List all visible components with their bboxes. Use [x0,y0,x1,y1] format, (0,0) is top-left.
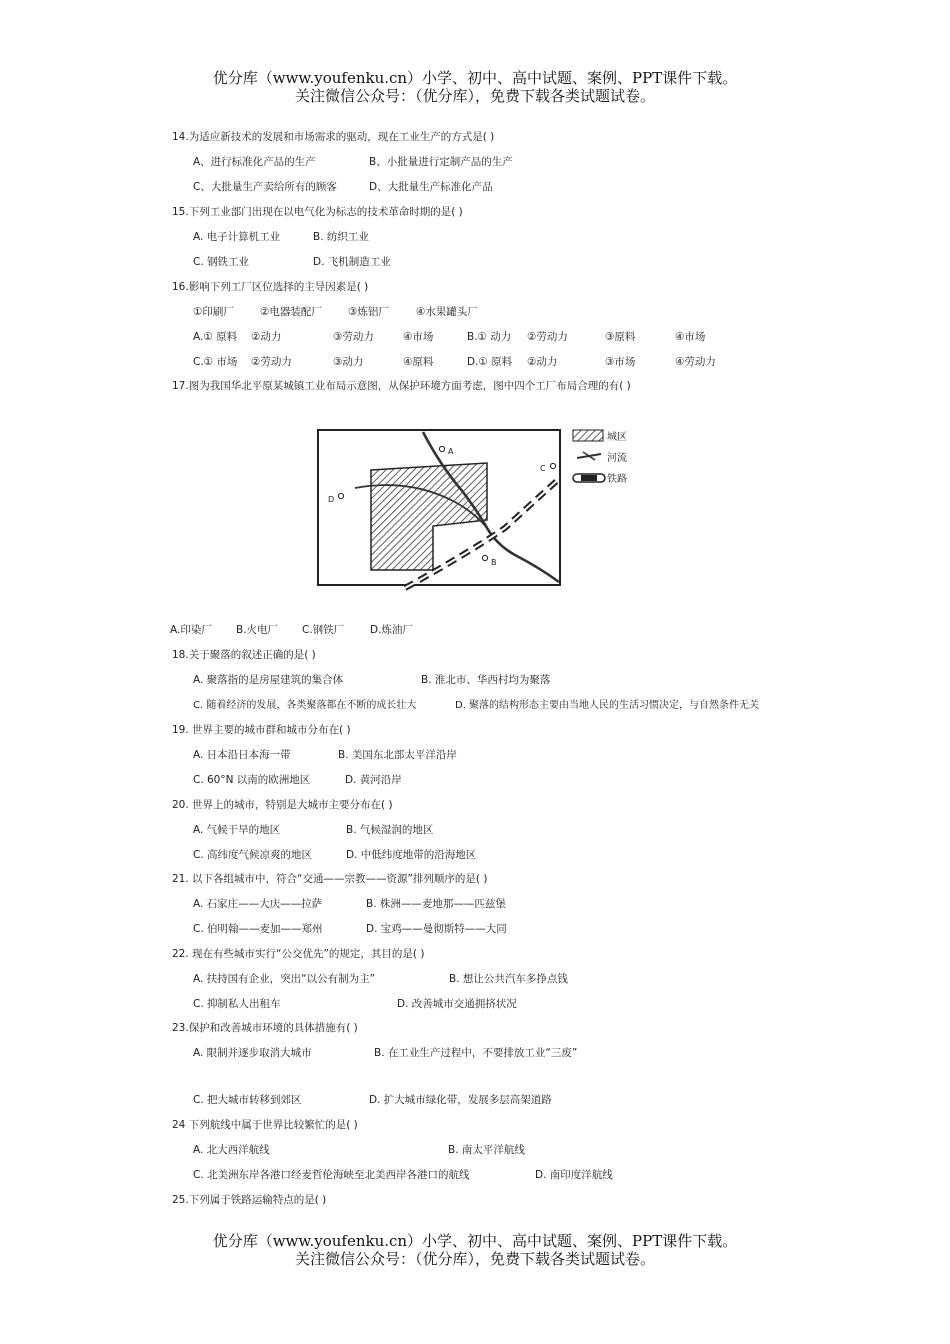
q16-c-3: ③动力 [333,356,364,368]
q15-option-a: A. 电子计算机工业 [193,231,281,243]
q24-option-a: A. 北大西洋航线 [193,1144,270,1156]
q14-option-d: D、大批量生产标准化产品 [369,181,493,193]
q15-option-b: B. 纺织工业 [313,231,369,243]
q18-option-d: D. 聚落的结构形态主要由当地人民的生活习惯决定，与自然条件无关 [455,700,760,711]
point-b-label: B [491,558,497,567]
q14-option-a: A、进行标准化产品的生产 [193,156,316,168]
q16-a-2: ②动力 [251,331,282,343]
q16-a-4: ④市场 [403,331,434,343]
footer-line-2: 关注微信公众号：（优分库），免费下载各类试题试卷。 [294,1250,655,1268]
q21-option-b: B. 株洲——麦地那——匹兹堡 [366,898,506,910]
legend-urban-label: 城区 [607,432,627,443]
point-d-label: D [328,495,335,504]
q20-option-a: A. 气候干旱的地区 [193,824,281,836]
q19-option-a: A. 日本沿日本海一带 [193,749,291,761]
q21-option-c: C. 伯明翰——麦加——郑州 [193,923,323,935]
legend-rail-swatch-fill [581,475,597,481]
q16-d-2: ②动力 [527,356,558,368]
header-line-1: 优分库（www.youfenku.cn）小学、初中、高中试题、案例、PPT课件下载。 [212,69,738,87]
q16-d-3: ③市场 [605,356,636,368]
q16-a-1: A.① 原料 [193,331,238,343]
question-14-stem: 14.为适应新技术的发展和市场需求的驱动，现在工业生产的方式是( ) [172,131,495,143]
q24-option-d: D. 南印度洋航线 [535,1169,613,1181]
q18-option-a: A. 聚落指的是房屋建筑的集合体 [193,674,344,686]
question-19-stem: 19. 世界主要的城市群和城市分布在( ) [172,724,351,736]
q22-option-a: A. 扶持国有企业，突出“以公有制为主” [193,973,376,985]
q19-option-b: B. 美国东北部太平洋沿岸 [338,749,457,761]
q18-option-b: B. 淮北市、华西村均为聚落 [421,674,551,686]
question-23-stem: 23.保护和改善城市环境的具体措施有( ) [172,1022,358,1034]
q19-option-c: C. 60°N 以南的欧洲地区 [193,774,311,786]
q16-item-4: ④水果罐头厂 [416,306,478,318]
q23-option-a: A. 限制并逐步取消大城市 [193,1047,312,1059]
q15-option-d: D. 飞机制造工业 [313,256,391,268]
question-15-stem: 15.下列工业部门出现在以电气化为标志的技术革命时期的是( ) [172,206,463,218]
question-22-stem: 22. 现在有些城市实行“公交优先”的规定，其目的是( ) [172,948,425,960]
q14-option-b: B、小批量进行定制产品的生产 [369,156,513,168]
q24-option-b: B. 南太平洋航线 [448,1144,525,1156]
q16-b-2: ②劳动力 [527,331,568,343]
q16-c-1: C.① 市场 [193,356,238,368]
q16-item-1: ①印刷厂 [193,306,234,318]
q21-option-d: D. 宝鸡——曼彻斯特——大同 [366,923,507,935]
point-d-marker [338,493,343,498]
q22-option-c: C. 抑制私人出租车 [193,998,281,1010]
q20-option-d: D. 中低纬度地带的沿海地区 [346,849,477,861]
question-17-stem: 17.图为我国华北平原某城镇工业布局示意图，从保护环境方面考虑，图中四个工厂布局合理的有( ) [172,380,631,392]
point-b-marker [482,555,487,560]
legend-rail-label: 铁路 [607,474,627,485]
q23-option-c: C. 把大城市转移到郊区 [193,1094,302,1106]
q20-option-c: C. 高纬度气候凉爽的地区 [193,849,313,861]
question-21-stem: 21. 以下各组城市中，符合“交通——宗教——资源”排列顺序的是( ) [172,873,488,885]
industrial-layout-map [315,420,655,595]
q16-a-3: ③劳动力 [333,331,374,343]
q16-item-3: ③炼铝厂 [348,306,389,318]
question-24-stem: 24 下列航线中属于世界比较繁忙的是( ) [172,1119,358,1131]
q15-option-c: C. 钢铁工业 [193,256,250,268]
point-a-marker [439,446,444,451]
q17-option-d: D.炼油厂 [370,624,413,636]
q16-b-3: ③原料 [605,331,636,343]
q16-c-2: ②劳动力 [251,356,292,368]
q17-option-a: A.印染厂 [170,624,212,636]
q21-option-a: A. 石家庄——大庆——拉萨 [193,898,323,910]
q22-option-b: B. 想让公共汽车多挣点钱 [449,973,568,985]
q23-option-b: B. 在工业生产过程中，不要排放工业“三废” [374,1047,578,1059]
header-line-2: 关注微信公众号：（优分库），免费下载各类试题试卷。 [294,87,655,105]
q17-option-b: B.火电厂 [236,624,279,636]
q23-option-d: D. 扩大城市绿化带，发展多层高架道路 [369,1094,552,1106]
point-c-marker [550,463,555,468]
q17-option-c: C.钢铁厂 [302,624,345,636]
question-18-stem: 18.关于聚落的叙述正确的是( ) [172,649,316,661]
q16-d-4: ④劳动力 [675,356,716,368]
q16-c-4: ④原料 [403,356,434,368]
question-25-stem: 25.下列属于铁路运输特点的是( ) [172,1194,327,1206]
footer-line-1: 优分库（www.youfenku.cn）小学、初中、高中试题、案例、PPT课件下载。 [212,1232,738,1250]
q20-option-b: B. 气候湿润的地区 [346,824,434,836]
legend-urban-swatch [573,430,603,441]
q22-option-d: D. 改善城市交通拥挤状况 [397,998,517,1010]
q16-item-2: ②电器装配厂 [260,306,322,318]
point-c-label: C [540,464,546,473]
q14-option-c: C、大批量生产卖给所有的顾客 [193,181,337,193]
point-a-label: A [448,447,454,456]
q18-option-c: C. 随着经济的发展，各类聚落都在不断的成长壮大 [193,700,417,711]
question-20-stem: 20. 世界上的城市，特别是大城市主要分布在( ) [172,799,393,811]
q16-d-1: D.① 原料 [467,356,513,368]
map-legend [573,430,627,485]
q16-b-4: ④市场 [675,331,706,343]
question-16-stem: 16.影响下列工厂区位选择的主导因素是( ) [172,281,369,293]
legend-river-label: 河流 [607,453,627,464]
q24-option-c: C. 北美洲东岸各港口经麦哲伦海峡至北美西岸各港口的航线 [193,1169,470,1181]
q16-b-1: B.① 动力 [467,331,512,343]
q19-option-d: D. 黄河沿岸 [345,774,402,786]
